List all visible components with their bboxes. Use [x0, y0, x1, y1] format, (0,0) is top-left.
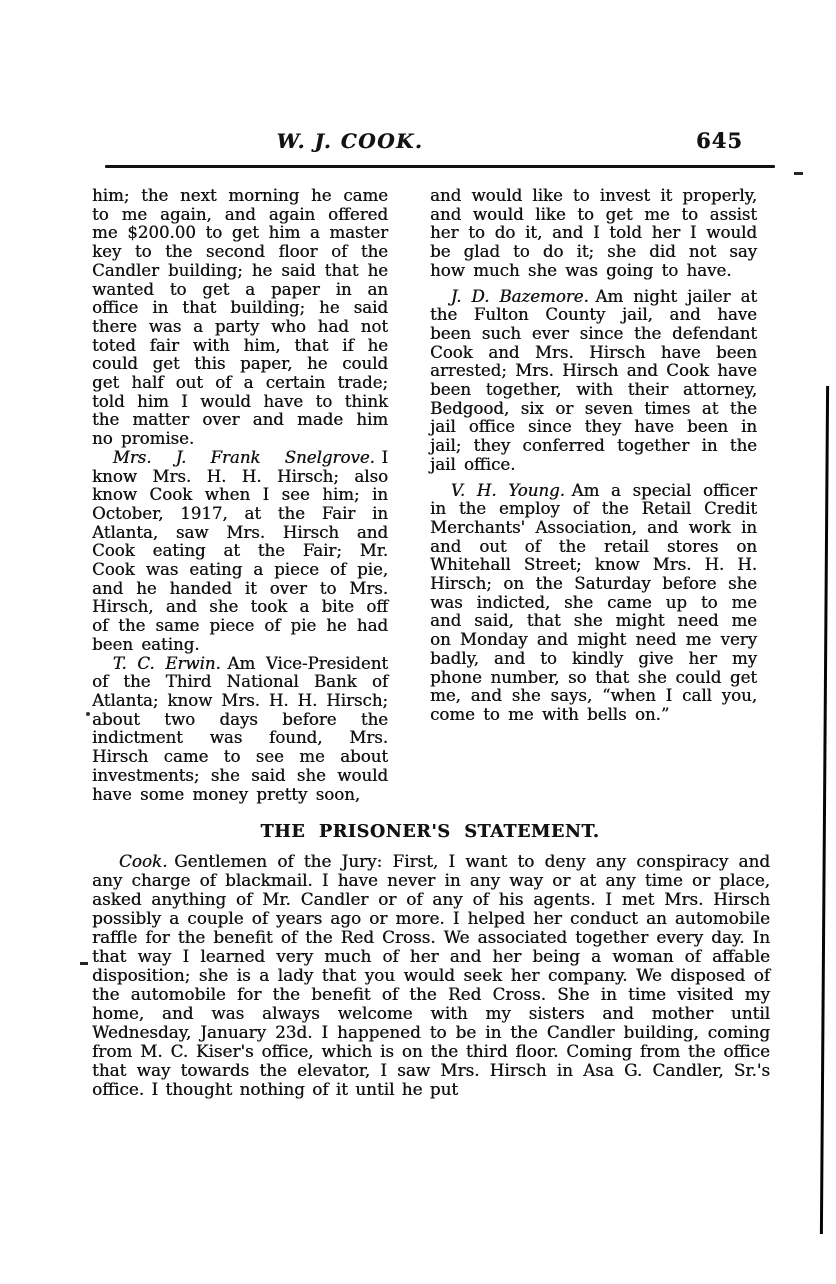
right-column — [430, 187, 757, 725]
witness-name: Mrs. J. Frank Snelgrove. — [112, 447, 375, 467]
testimony-text: Am Vice-President of the Third National Bank of Atlanta; know Mrs. H. H. Hirsch; about two days before the indictment was found, Mrs. Hirsch came to see me about investments; she said she would have some money pretty soon, — [92, 653, 388, 804]
ink-speck — [794, 172, 803, 175]
scan-edge-line-artifact — [820, 386, 829, 1234]
testimony-paragraph-continuation — [92, 187, 388, 449]
header-rule — [105, 165, 775, 168]
testimony-text: Am a special officer in the employ of the Retail Credit Merchants' Association, and work in and out of the retail stores on Whitehall Street; know Mrs. H. H. Hirsch; on the Saturday before she was indicted, she came up to me and said, that she might need me on Monday and might need me very badly, and to kindly give her my phone number, so that she could get me, and she says, “when I call you, come to me with bells on.” — [430, 480, 757, 724]
witness-name: V. H. Young. — [450, 480, 565, 500]
testimony-paragraph — [92, 449, 388, 655]
testimony-text: Am night jailer at the Fulton County jail, and have been such ever since the defendant Cook and Mrs. Hirsch have been arrested; Mrs. Hirsch and Cook have been together, with their attorney, Bedgood, six or seven times at the jail office since they have been in jail; they conferred together in the jail office. — [430, 286, 758, 474]
testimony-paragraph — [430, 288, 757, 475]
left-column — [92, 187, 388, 804]
statement-text: Gentlemen of the Jury: First, I want to deny any conspiracy and any charge of blackmail. I have never in any way or at any time or place, asked anything of Mr. Candler or of any of his agents. I met Mrs. Hirsch possibly a couple of years ago or more. I helped her conduct an automobile raffle for the benefit of the Red Cross. We associated together every day. In that way I learned very much of her and her being a woman of affable disposition; she is a lady that you would seek her company. We disposed of the automobile for the benefit of the Red Cross. She in time visited my home, and was always welcome with my sisters and mother until Wednesday, January 23d. I happened to be in the Candler building, coming from M. C. Kiser's office, which is on the third floor. Coming from the office that way towards the elevator, I saw Mrs. Hirsch in Asa G. Candler, Sr.'s office. I thought nothing of it until he put — [92, 851, 770, 1099]
running-title: W. J. COOK. — [276, 129, 424, 153]
testimony-text: I know Mrs. H. H. Hirsch; also know Cook when I see him; in October, 1917, at the Fair in Atlanta, saw Mrs. Hirsch and Cook eating at the Fair; Mr. Cook was eating a piece of pie, and he handed it over to Mrs. Hirsch, and she took a bite off of the same piece of pie he had been eating. — [92, 447, 388, 654]
testimony-paragraph-continuation — [430, 187, 757, 281]
ink-speck — [80, 962, 88, 965]
testimony-paragraph — [92, 655, 388, 805]
ink-speck — [86, 712, 90, 716]
page-number: 645 — [696, 128, 743, 153]
statement-paragraph — [92, 852, 770, 1099]
section-heading: THE PRISONER'S STATEMENT. — [260, 822, 600, 842]
speaker-name: Cook. — [118, 851, 168, 871]
testimony-text: and would like to invest it properly, and would like to get me to assist her to do it, and I told her I would be glad to do it; she did not say how much she was going to have. — [430, 186, 757, 280]
witness-name: J. D. Bazemore. — [450, 286, 589, 306]
testimony-text: him; the next morning he came to me again, and again offered me $200.00 to get him a master key to the second floor of the Candler building; he said that he wanted to get a paper in an office in that building; he said there was a party who had not toted fair with him, that if he could get this paper, he could get half out of a certain trade; told him I would have to think the matter over and made him no promise. — [92, 186, 388, 449]
witness-name: T. C. Erwin. — [112, 653, 221, 673]
testimony-paragraph — [430, 482, 757, 725]
